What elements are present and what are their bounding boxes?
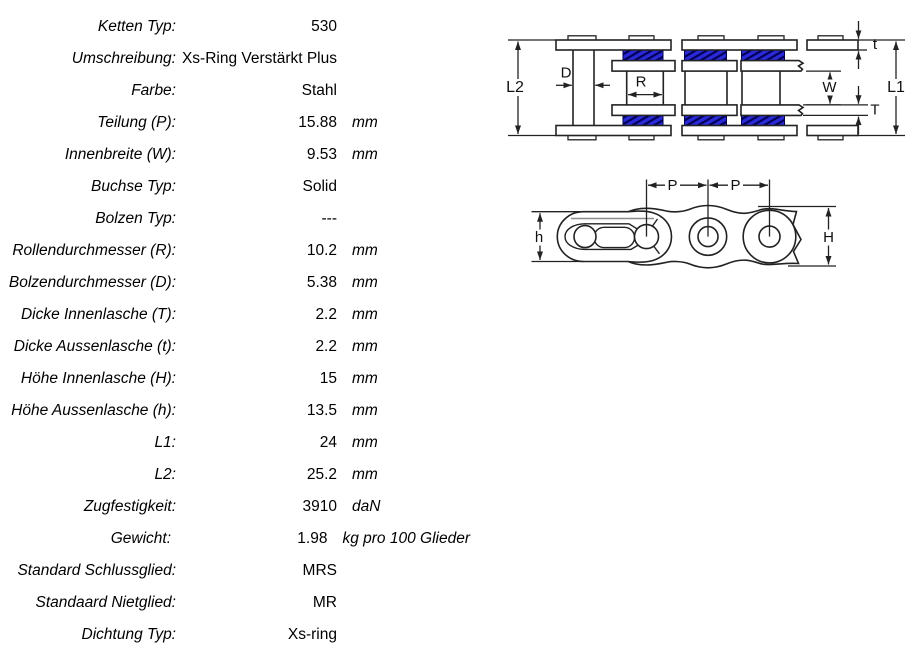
dim-label-W: W [822,79,837,96]
spec-label: Höhe Aussenlasche (h): [11,402,176,419]
spec-value: 25.2 [306,466,337,483]
dim-label-T: T [870,101,880,119]
spec-row [0,235,470,267]
spec-unit: mm [352,370,378,387]
dim-label-P2: P [730,176,741,194]
dim-label-P1: P [667,176,678,194]
spec-label: Bolzendurchmesser (D): [8,274,176,291]
pin-lines [573,50,594,126]
spec-row [0,203,470,235]
spec-unit [337,619,352,651]
spec-unit [337,43,352,75]
spec-label: Bolzen Typ: [95,210,176,227]
spec-row [0,587,470,619]
dim-label-h: h [534,229,544,246]
spec-unit [337,587,352,619]
spec-row [0,395,470,427]
spec-label: L1: [154,434,176,451]
spec-value: MRS [302,562,337,579]
spec-value: MR [312,594,337,611]
spec-label: Buchse Typ: [90,178,176,195]
spec-row [0,427,470,459]
spec-value: 2.2 [315,338,337,355]
spec-row [0,491,470,523]
spec-unit [337,203,352,235]
spec-row [0,75,470,107]
chain-side-view-diagram [532,180,837,268]
spec-label: Farbe: [131,82,176,99]
spec-label: Ketten Typ: [97,18,176,35]
spec-row [0,459,470,491]
spec-row [0,523,470,555]
spec-value: 15.88 [298,114,337,131]
spec-row [0,363,470,395]
spec-row [0,299,470,331]
spec-row [0,619,470,651]
spec-value: 9.53 [306,146,337,163]
spec-value: 530 [311,18,337,35]
dim-label-D: D [560,64,572,82]
spec-value: 5.38 [306,274,337,291]
spec-label: Innenbreite (W): [64,146,176,163]
spec-row [0,555,470,587]
spec-unit: mm [352,114,378,131]
roller-lines [627,71,780,105]
technical-diagrams [460,0,921,320]
spec-unit: daN [352,498,381,515]
spec-unit [337,555,352,587]
spec-row [0,171,470,203]
spec-label: Gewicht: [110,530,172,547]
spec-unit: mm [352,146,378,163]
spec-value: 3910 [302,498,337,515]
dim-label-L2: L2 [506,79,524,96]
spec-label: Zugfestigkeit: [83,498,176,515]
spec-value: 10.2 [306,242,337,259]
spec-unit [337,75,352,107]
dim-label-t: t [872,36,878,53]
spec-value: 1.98 [297,530,328,547]
spec-unit [337,11,352,43]
spec-row [0,43,470,75]
spec-value: Solid [302,178,337,195]
spec-unit: mm [352,274,378,291]
spec-label: Standard Schlussglied: [17,562,176,579]
dim-label-R: R [635,73,647,91]
spec-row [0,11,470,43]
spec-unit: mm [352,466,378,483]
spec-label: Höhe Innenlasche (H): [20,370,176,387]
spec-label: Umschreibung: [71,50,176,67]
spec-value: 2.2 [315,306,337,323]
spec-row [0,331,470,363]
spec-label: Dichtung Typ: [81,626,176,643]
spec-unit [337,171,352,203]
spec-row [0,139,470,171]
spec-label: Dicke Innenlasche (T): [20,306,176,323]
spec-unit: mm [352,306,378,323]
spec-row [0,107,470,139]
spec-unit: mm [352,338,378,355]
dim-label-H: H [823,229,834,246]
spec-value: 24 [319,434,337,451]
spec-unit: kg pro 100 Glieder [342,530,470,547]
spec-label: Dicke Aussenlasche (t): [13,338,176,355]
spec-value: Xs-Ring Verstärkt Plus [181,50,337,67]
spec-label: L2: [154,466,176,483]
spec-unit: mm [352,402,378,419]
spec-unit: mm [352,242,378,259]
spec-value: 13.5 [306,402,337,419]
spec-value: 15 [319,370,337,387]
spec-label: Rollendurchmesser (R): [12,242,176,259]
spec-value: Xs-ring [287,626,337,643]
dim-label-L1: L1 [887,79,905,96]
spec-label: Standaard Nietglied: [35,594,176,611]
spec-value: --- [321,210,337,227]
spec-table [0,11,470,651]
spec-unit: mm [352,434,378,451]
spec-label: Teilung (P): [97,114,176,131]
spec-row [0,267,470,299]
spec-value: Stahl [301,82,337,99]
